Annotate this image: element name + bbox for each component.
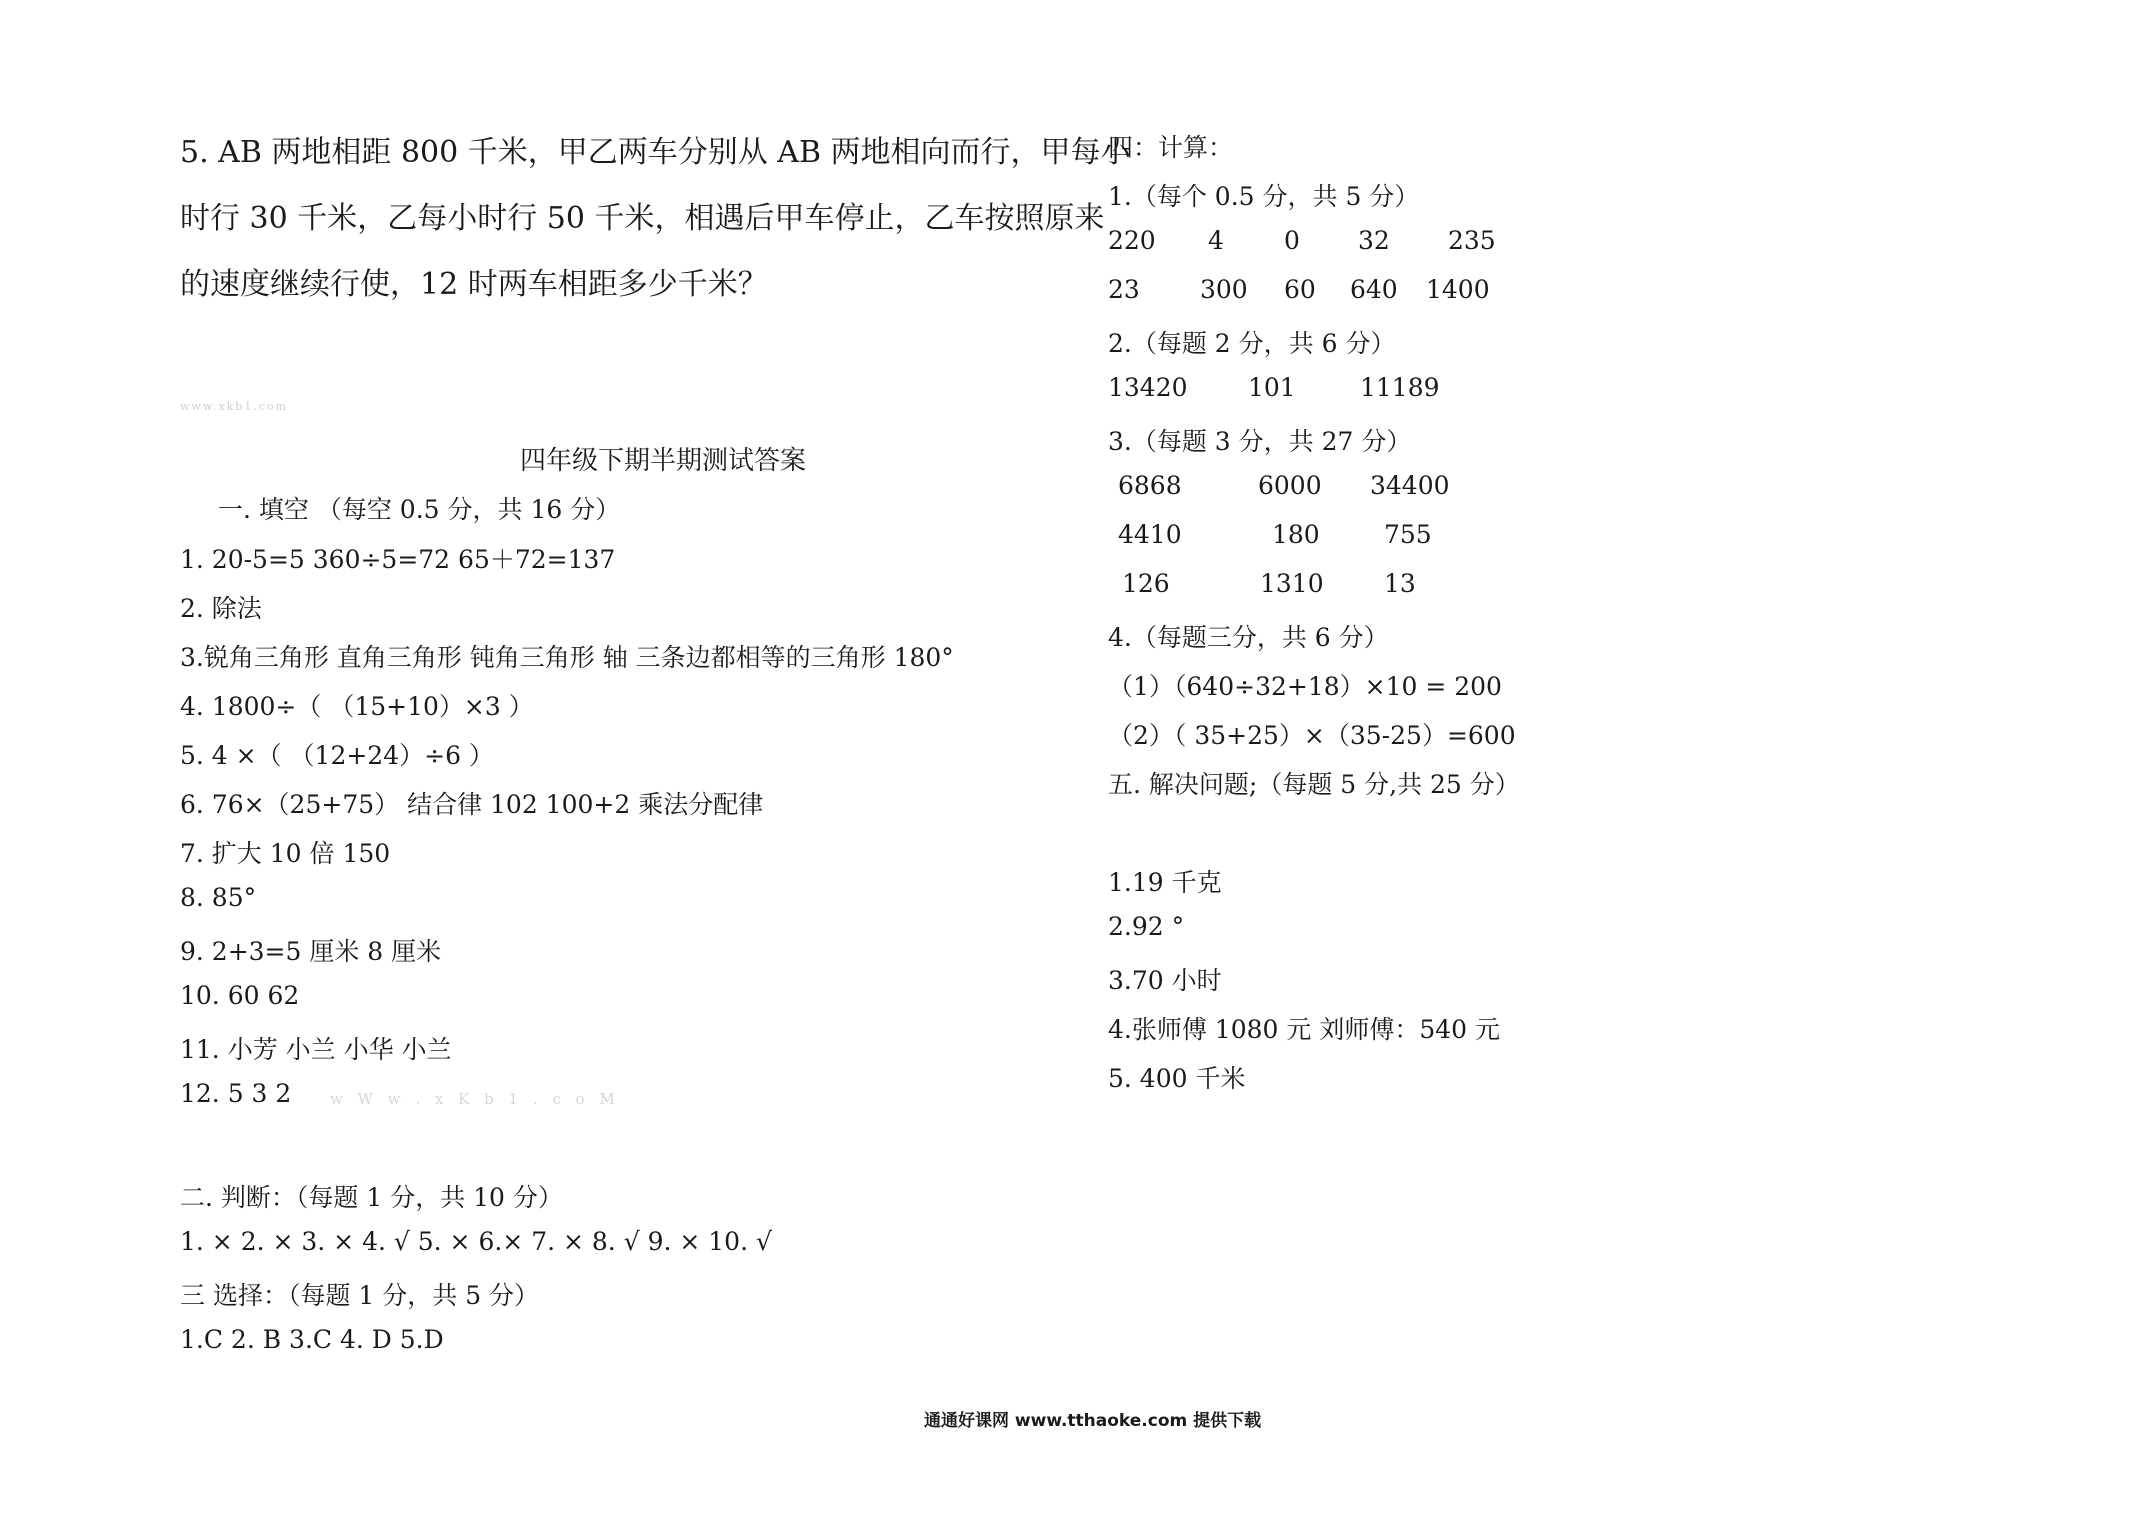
answer-title: 四年级下期半期测试答案 [520, 446, 807, 476]
section-3-heading: 三 选择：（每题 1 分，共 5 分） [180, 1281, 540, 1310]
calc-part-label: 3.（每题 3 分，共 27 分） [1108, 427, 1412, 456]
watermark: w W w . x K b 1 . c o M [330, 1090, 620, 1108]
question-5-line: 5. AB 两地相距 800 千米，甲乙两车分别从 AB 两地相向而行，甲每小 [180, 135, 1131, 170]
solution-answer: 2.92 ° [1108, 912, 1185, 941]
answer-value: 126 [1122, 569, 1170, 598]
choice-answers: 1.C 2. B 3.C 4. D 5.D [180, 1325, 444, 1354]
fill-answer: 3.锐角三角形 直角三角形 钝角三角形 轴 三条边都相等的三角形 180° [180, 643, 954, 672]
section-5-heading: 五. 解决问题;（每题 5 分,共 25 分） [1108, 770, 1520, 799]
calc-line: （1）（640÷32+18）×10 = 200 [1108, 672, 1502, 701]
answer-value: 101 [1248, 373, 1296, 402]
answer-value: 11189 [1360, 373, 1440, 402]
answer-value: 23 [1108, 275, 1140, 304]
answer-value: 235 [1448, 226, 1496, 255]
calc-part-label: 4.（每题三分，共 6 分） [1108, 623, 1389, 652]
solution-answer: 5. 400 千米 [1108, 1064, 1246, 1093]
judge-answers: 1. × 2. × 3. × 4. √ 5. × 6.× 7. × 8. √ 9. × 10. √ [180, 1227, 772, 1256]
fill-answer: 8. 85° [180, 883, 257, 912]
question-5 [180, 120, 1131, 318]
solution-answer: 4.张师傅 1080 元 刘师傅：540 元 [1108, 1015, 1500, 1044]
section-1-heading: 一. 填空 （每空 0.5 分，共 16 分） [218, 495, 621, 524]
calc-line: （2）（ 35+25）×（35-25）=600 [1108, 721, 1516, 750]
answer-value: 755 [1384, 520, 1432, 549]
answer-value: 1310 [1260, 569, 1324, 598]
question-5-line: 时行 30 千米，乙每小时行 50 千米，相遇后甲车停止，乙车按照原来 [180, 201, 1105, 236]
answer-value: 0 [1284, 226, 1300, 255]
answer-value: 300 [1200, 275, 1248, 304]
answer-value: 13420 [1108, 373, 1188, 402]
watermark: www.xkb1.com [180, 400, 289, 413]
footer-credit: 通通好课网 www.tthaoke.com 提供下载 [924, 1411, 1262, 1431]
calc-part-label: 2.（每题 2 分，共 6 分） [1108, 329, 1396, 358]
answer-value: 60 [1284, 275, 1316, 304]
answer-value: 4 [1208, 226, 1224, 255]
fill-answer: 7. 扩大 10 倍 150 [180, 839, 391, 868]
fill-answer: 12. 5 3 2 [180, 1079, 292, 1108]
question-5-line: 的速度继续行使，12 时两车相距多少千米？ [180, 267, 768, 302]
answer-value: 1400 [1426, 275, 1490, 304]
answer-value: 6000 [1258, 471, 1322, 500]
answer-value: 220 [1108, 226, 1156, 255]
fill-answer: 2. 除法 [180, 594, 262, 623]
fill-answer: 9. 2+3=5 厘米 8 厘米 [180, 937, 442, 966]
solution-answer: 3.70 小时 [1108, 966, 1222, 995]
fill-answer: 5. 4 ×（ （12+24）÷6 ） [180, 741, 494, 770]
answer-value: 6868 [1118, 471, 1182, 500]
fill-answer: 6. 76×（25+75） 结合律 102 100+2 乘法分配律 [180, 790, 764, 819]
fill-answer: 11. 小芳 小兰 小华 小兰 [180, 1035, 452, 1064]
fill-answer: 1. 20-5=5 360÷5=72 65＋72=137 [180, 545, 616, 574]
fill-answer: 10. 60 62 [180, 981, 300, 1010]
calc-part-label: 1.（每个 0.5 分，共 5 分） [1108, 182, 1420, 211]
answer-value: 13 [1384, 569, 1416, 598]
section-2-heading: 二. 判断：（每题 1 分，共 10 分） [180, 1183, 563, 1212]
answer-value: 180 [1272, 520, 1320, 549]
fill-answer: 4. 1800÷（ （15+10）×3 ） [180, 692, 534, 721]
answer-value: 32 [1358, 226, 1390, 255]
section-4-heading: 四：计算： [1108, 133, 1234, 162]
answer-value: 34400 [1370, 471, 1450, 500]
answer-value: 4410 [1118, 520, 1182, 549]
answer-value: 640 [1350, 275, 1398, 304]
solution-answer: 1.19 千克 [1108, 868, 1222, 897]
